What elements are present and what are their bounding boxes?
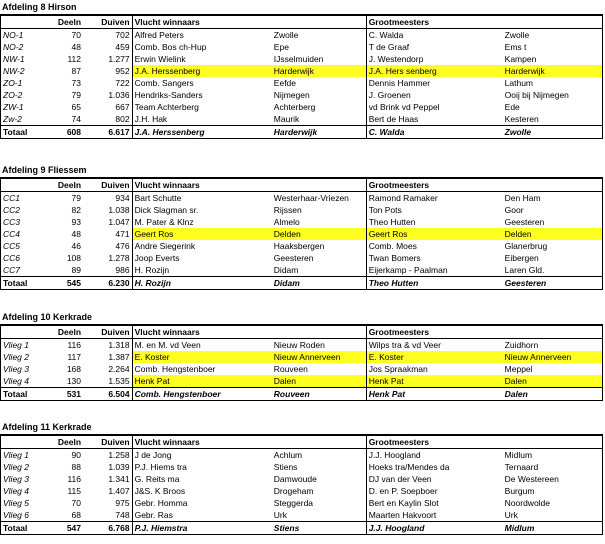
grootmeester-name: E. Koster [366,351,502,363]
table-body [1,15,603,139]
deelnemers-count: 73 [71,78,82,88]
deelnemers-count: 87 [71,66,82,76]
row-code: NO-2 [1,41,50,53]
vlucht-winnaar-place: Achterberg [272,101,366,113]
grootmeester-place: Geesteren [503,216,603,228]
table-row [1,240,603,252]
total-grootmeester-name: C. Walda [366,126,502,139]
vlucht-winnaar-place: Stiens [272,461,366,473]
deelnemers-count: 90 [71,450,82,460]
grootmeester-name: Dennis Hammer [368,78,431,88]
grootmeester-name: Theo Hutten [368,217,416,227]
row-code: CC6 [1,252,50,264]
grootmeester-place: Ooij bij Nijmegen [503,89,603,101]
vlucht-winnaar-place: Nieuw Annerveen [272,351,366,363]
grootmeester-place: Meppel [503,363,603,375]
total-vlucht-winnaar-name: J.A. Herssenberg [132,126,272,139]
grootmeester-place: Burgum [503,485,603,497]
duiven-count: 1.047 [83,216,132,228]
table-row [1,363,603,375]
vlucht-winnaar-place: Didam [272,264,366,277]
duiven-count: 1.038 [83,204,132,216]
column-header: Vlucht winnaars [132,15,272,29]
duiven-count: 459 [83,41,132,53]
grootmeester-name: DJ van der Veen [368,474,432,484]
grootmeester-place: Dalen [503,375,603,388]
vlucht-winnaar-name: G. Reits ma [134,474,180,484]
column-header: Vlucht winnaars [132,435,272,449]
table-row [1,351,603,363]
column-header: Vlucht winnaars [132,325,272,339]
column-header [503,435,603,449]
table-row [1,509,603,522]
total-label: Totaal [1,388,50,401]
grootmeester-place: Glanerbrug [503,240,603,252]
vlucht-winnaar-name: Comb. Hengstenboer [134,364,216,374]
vlucht-winnaar-name: Joop Everts [134,253,180,263]
vlucht-winnaar-place: Urk [272,509,366,522]
grootmeester-name: Ton Pots [368,205,402,215]
column-header [1,15,50,29]
table-row [1,228,603,240]
column-header: Deeln [50,178,83,192]
duiven-count: 934 [83,192,132,205]
total-vlucht-winnaar-place: Rouveen [272,388,366,401]
vlucht-winnaar-name: J.H. Hak [134,114,168,124]
total-vlucht-winnaar-place: Stiens [272,522,366,535]
row-code: Vlieg 4 [1,485,50,497]
vlucht-winnaar-name: M. en M. vd Veen [134,340,201,350]
deelnemers-count: 116 [67,340,82,350]
table-header-row [1,325,603,339]
total-deelnemers-count: 608 [50,126,83,139]
vlucht-winnaar-name: H. Rozijn [134,265,170,275]
grootmeester-name: J.A. Hers senberg [366,65,502,77]
vlucht-winnaar-place: Rijssen [272,204,366,216]
column-header [1,435,50,449]
grootmeester-name: Maarten Hakvoort [368,510,437,520]
grootmeester-name: T de Graaf [368,42,410,52]
grootmeester-name: Bert de Haas [368,114,419,124]
results-table [0,324,603,401]
row-code: ZW-1 [1,101,50,113]
grootmeester-name: Wilps tra & vd Veer [368,340,441,350]
table-row [1,485,603,497]
grootmeester-name: Eijerkamp - Paalman [368,265,448,275]
deelnemers-count: 70 [71,498,82,508]
column-header: Duiven [83,15,132,29]
row-code: Vlieg 6 [1,509,50,522]
total-deelnemers-count: 531 [50,388,83,401]
vlucht-winnaar-place: Geesteren [272,252,366,264]
total-label: Totaal [1,126,50,139]
vlucht-winnaar-place: Damwoude [272,473,366,485]
grootmeester-name: Comb. Moes [368,241,417,251]
deelnemers-count: 74 [71,114,82,124]
duiven-count: 986 [83,264,132,277]
vlucht-winnaar-place: Steggerda [272,497,366,509]
grootmeester-name: vd Brink vd Peppel [368,102,440,112]
total-grootmeester-name: J.J. Hoogland [366,522,502,535]
results-table [0,177,603,290]
column-header [1,178,50,192]
grootmeester-name: Hoeks tra/Mendes da [368,462,450,472]
column-header: Grootmeesters [366,178,502,192]
total-duiven-count: 6.504 [83,388,132,401]
vlucht-winnaar-place: Maurik [272,113,366,126]
vlucht-winnaar-name: Alfred Peters [134,30,184,40]
grootmeester-name: J. Westendorp [368,54,424,64]
row-code: NW-2 [1,65,50,77]
grootmeester-place: Zwolle [503,29,603,42]
grootmeester-place: Lathum [503,77,603,89]
vlucht-winnaar-name: Hendriks-Sanders [134,90,203,100]
column-header: Vlucht winnaars [132,178,272,192]
vlucht-winnaar-name: Geert Ros [132,228,272,240]
table-row [1,473,603,485]
duiven-count: 1.341 [83,473,132,485]
vlucht-winnaar-place: Almelo [272,216,366,228]
vlucht-winnaar-place: Eefde [272,77,366,89]
duiven-count: 722 [83,77,132,89]
vlucht-winnaar-name: Bart Schutte [134,193,182,203]
column-header: Duiven [83,178,132,192]
grootmeester-name: Geert Ros [366,228,502,240]
grootmeester-place: Zuidhorn [503,339,603,352]
total-grootmeester-place: Midlum [503,522,603,535]
deelnemers-count: 79 [71,90,82,100]
duiven-count: 1.278 [83,252,132,264]
column-header [503,178,603,192]
grootmeester-place: Ems t [503,41,603,53]
duiven-count: 1.258 [83,449,132,462]
table-row [1,204,603,216]
deelnemers-count: 46 [71,241,82,251]
total-duiven-count: 6.768 [83,522,132,535]
deelnemers-count: 117 [67,352,82,362]
grootmeester-place: Goor [503,204,603,216]
table-row [1,461,603,473]
deelnemers-count: 112 [67,54,82,64]
vlucht-winnaar-place: Drogeham [272,485,366,497]
total-grootmeester-place: Geesteren [503,277,603,290]
vlucht-winnaar-name: Comb. Sangers [134,78,194,88]
vlucht-winnaar-name: P.J. Hiems tra [134,462,187,472]
grootmeester-place: Kesteren [503,113,603,126]
total-deelnemers-count: 545 [50,277,83,290]
row-code: CC3 [1,216,50,228]
total-grootmeester-name: Henk Pat [366,388,502,401]
deelnemers-count: 82 [71,205,82,215]
column-header [272,15,366,29]
total-label: Totaal [1,277,50,290]
vlucht-winnaar-name: J&S. K Broos [134,486,186,496]
table-row [1,192,603,205]
vlucht-winnaar-place: Epe [272,41,366,53]
deelnemers-count: 115 [67,486,82,496]
grootmeester-name: J. Groenen [368,90,411,100]
vlucht-winnaar-name: Gebr. Ras [134,510,173,520]
vlucht-winnaar-name: E. Koster [132,351,272,363]
deelnemers-count: 168 [66,364,82,374]
column-header: Grootmeesters [366,15,502,29]
table-row [1,264,603,277]
table-header-row [1,178,603,192]
grootmeester-name: Twan Bomers [368,253,421,263]
row-code: ZO-1 [1,77,50,89]
deelnemers-count: 70 [71,30,82,40]
column-header [503,325,603,339]
grootmeester-place: Harderwijk [503,65,603,77]
duiven-count: 1.535 [83,375,132,388]
duiven-count: 748 [83,509,132,522]
table-row [1,29,603,42]
duiven-count: 975 [83,497,132,509]
grootmeester-place: Midlum [503,449,603,462]
table-row [1,101,603,113]
total-vlucht-winnaar-name: P.J. Hiemstra [132,522,272,535]
row-code: Vlieg 1 [1,339,50,352]
total-grootmeester-place: Zwolle [503,126,603,139]
row-code: CC5 [1,240,50,252]
duiven-count: 1.277 [83,53,132,65]
column-header: Deeln [50,435,83,449]
grootmeester-place: Kampen [503,53,603,65]
grootmeester-place: Nieuw Annerveen [503,351,603,363]
deelnemers-count: 130 [66,376,82,386]
duiven-count: 1.318 [83,339,132,352]
total-vlucht-winnaar-name: Comb. Hengstenboer [132,388,272,401]
column-header [272,325,366,339]
row-code: Zw-2 [1,113,50,126]
deelnemers-count: 68 [71,510,82,520]
table-row [1,77,603,89]
row-code: Vlieg 5 [1,497,50,509]
total-row [1,388,603,401]
grootmeester-place: Eibergen [503,252,603,264]
table-row [1,65,603,77]
grootmeester-place: Den Ham [503,192,603,205]
results-table [0,434,603,535]
grootmeester-name: Henk Pat [366,375,502,388]
duiven-count: 802 [83,113,132,126]
duiven-count: 1.036 [83,89,132,101]
row-code: CC1 [1,192,50,205]
grootmeester-place: De Westereen [503,473,603,485]
duiven-count: 476 [83,240,132,252]
deelnemers-count: 48 [71,42,82,52]
total-grootmeester-place: Dalen [503,388,603,401]
vlucht-winnaar-name: Gebr. Homma [134,498,188,508]
total-duiven-count: 6.617 [83,126,132,139]
column-header: Grootmeesters [366,435,502,449]
row-code: Vlieg 4 [1,375,50,388]
table-body [1,178,603,290]
duiven-count: 1.387 [83,351,132,363]
vlucht-winnaar-place: Westerhaar-Vriezen [272,192,366,205]
row-code: Vlieg 3 [1,363,50,375]
row-code: Vlieg 1 [1,449,50,462]
total-row [1,277,603,290]
deelnemers-count: 108 [66,253,82,263]
results-table [0,14,603,139]
vlucht-winnaar-place: Haaksbergen [272,240,366,252]
grootmeester-place: Noordwolde [503,497,603,509]
total-duiven-count: 6.230 [83,277,132,290]
duiven-count: 952 [83,65,132,77]
table-row [1,375,603,388]
vlucht-winnaar-name: M. Pater & Klnz [134,217,194,227]
vlucht-winnaar-name: J de Jong [134,450,172,460]
table-row [1,497,603,509]
table-body [1,435,603,535]
grootmeester-place: Ede [503,101,603,113]
duiven-count: 702 [83,29,132,42]
vlucht-winnaar-place: Harderwijk [272,65,366,77]
deelnemers-count: 116 [67,474,82,484]
grootmeester-name: Jos Spraakman [368,364,428,374]
vlucht-winnaar-name: Comb. Bos ch-Hup [134,42,207,52]
table-row [1,41,603,53]
deelnemers-count: 65 [71,102,82,112]
section-title: Afdeling 9 Fliessem [2,165,87,175]
total-label: Totaal [1,522,50,535]
total-row [1,126,603,139]
row-code: CC7 [1,264,50,277]
vlucht-winnaar-place: Rouveen [272,363,366,375]
deelnemers-count: 88 [71,462,82,472]
total-vlucht-winnaar-place: Harderwijk [272,126,366,139]
grootmeester-name: D. en P. Soepboer [368,486,438,496]
table-header-row [1,435,603,449]
row-code: CC4 [1,228,50,240]
column-header [503,15,603,29]
vlucht-winnaar-name: Erwin Wielink [134,54,186,64]
table-row [1,339,603,352]
section-title: Afdeling 11 Kerkrade [2,422,92,432]
deelnemers-count: 48 [71,229,82,239]
section-title: Afdeling 8 Hirson [2,2,77,12]
section-title: Afdeling 10 Kerkrade [2,312,93,322]
row-code: NO-1 [1,29,50,42]
table-row [1,216,603,228]
duiven-count: 471 [83,228,132,240]
row-code: CC2 [1,204,50,216]
vlucht-winnaar-place: Nieuw Roden [272,339,366,352]
column-header [272,178,366,192]
row-code: Vlieg 2 [1,461,50,473]
column-header: Grootmeesters [366,325,502,339]
grootmeester-place: Laren Gld. [503,264,603,277]
grootmeester-place: Urk [503,509,603,522]
vlucht-winnaar-place: IJsselmuiden [272,53,366,65]
column-header: Duiven [83,325,132,339]
total-vlucht-winnaar-place: Didam [272,277,366,290]
vlucht-winnaar-place: Dalen [272,375,366,388]
duiven-count: 667 [83,101,132,113]
duiven-count: 1.407 [83,485,132,497]
table-row [1,89,603,101]
vlucht-winnaar-place: Delden [272,228,366,240]
row-code: Vlieg 3 [1,473,50,485]
column-header: Duiven [83,435,132,449]
vlucht-winnaar-name: J.A. Herssenberg [132,65,272,77]
vlucht-winnaar-name: Henk Pat [132,375,272,388]
deelnemers-count: 89 [71,265,82,275]
column-header: Deeln [50,325,83,339]
row-code: Vlieg 2 [1,351,50,363]
table-row [1,449,603,462]
column-header [272,435,366,449]
column-header: Deeln [50,15,83,29]
grootmeester-place: Delden [503,228,603,240]
vlucht-winnaar-name: Team Achterberg [134,102,199,112]
row-code: ZO-2 [1,89,50,101]
grootmeester-place: Ternaard [503,461,603,473]
table-row [1,113,603,126]
grootmeester-name: J.J. Hoogland [368,450,421,460]
grootmeester-name: Bert en Kaylin Slot [368,498,439,508]
total-row [1,522,603,535]
vlucht-winnaar-place: Zwolle [272,29,366,42]
total-grootmeester-name: Theo Hutten [366,277,502,290]
grootmeester-name: C. Walda [368,30,404,40]
vlucht-winnaar-place: Nijmegen [272,89,366,101]
grootmeester-name: Ramond Ramaker [368,193,438,203]
total-vlucht-winnaar-name: H. Rozijn [132,277,272,290]
vlucht-winnaar-name: Andre Siegerink [134,241,196,251]
duiven-count: 1.039 [83,461,132,473]
table-row [1,252,603,264]
vlucht-winnaar-name: Dick Slagman sr. [134,205,199,215]
table-header-row [1,15,603,29]
table-body [1,325,603,401]
vlucht-winnaar-place: Achlum [272,449,366,462]
deelnemers-count: 79 [71,193,82,203]
deelnemers-count: 93 [71,217,82,227]
column-header [1,325,50,339]
row-code: NW-1 [1,53,50,65]
table-row [1,53,603,65]
duiven-count: 2.264 [83,363,132,375]
total-deelnemers-count: 547 [50,522,83,535]
